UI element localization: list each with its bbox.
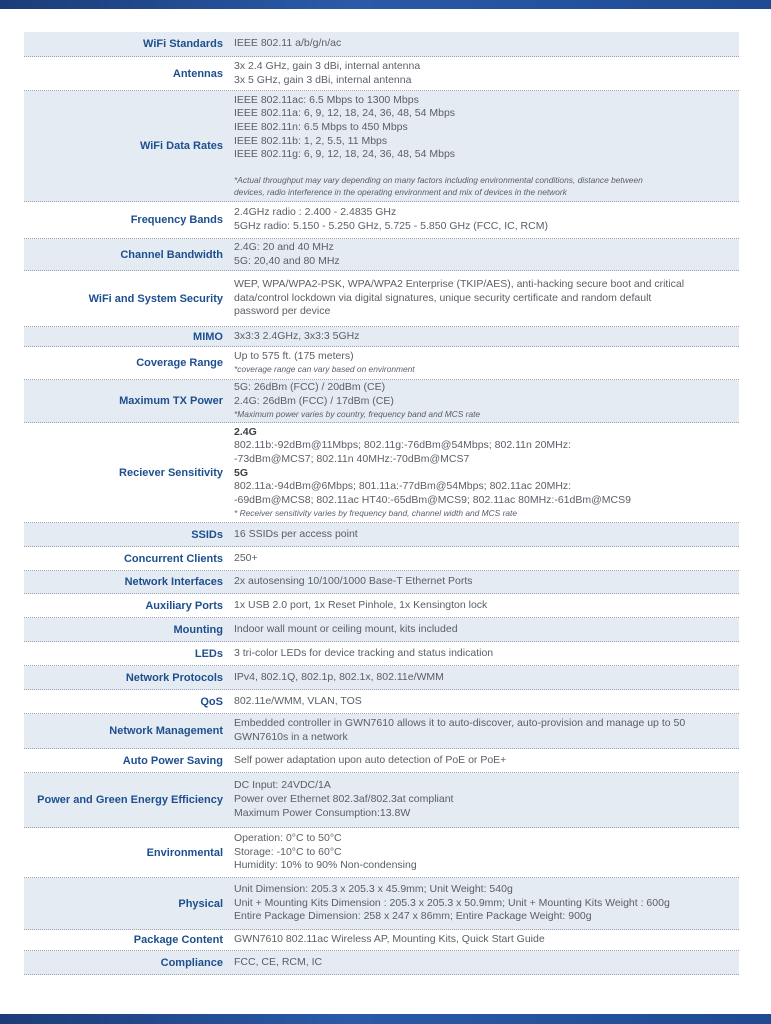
spec-row-maximum-tx-power — [24, 380, 739, 423]
spec-row-coverage-range — [24, 347, 739, 380]
spec-value-line: IEEE 802.11ac: 6.5 Mbps to 1300 Mbps — [234, 93, 419, 106]
spec-value — [231, 552, 739, 566]
spec-footnote: *coverage range can vary based on environment — [234, 364, 415, 374]
spec-value-line: -73dBm@MCS7; 802.11n 40MHz:-70dBm@MCS7 — [234, 452, 470, 465]
spec-spacer — [234, 162, 739, 175]
spec-row-concurrent-clients — [24, 547, 739, 571]
spec-label: Environmental — [146, 846, 223, 859]
spec-value-line: Operation: 0°C to 50°C — [234, 831, 342, 844]
spec-row-power-and-green-energy-efficiency — [24, 773, 739, 828]
spec-row-channel-bandwidth — [24, 239, 739, 271]
spec-row-mounting — [24, 618, 739, 642]
spec-label: Antennas — [172, 67, 223, 80]
spec-value — [231, 381, 739, 420]
spec-label: Channel Bandwidth — [120, 248, 223, 261]
spec-value — [231, 695, 739, 709]
spec-value-line: GWN7610 802.11ac Wireless AP, Mounting Kits, Quick Start Guide — [234, 933, 545, 946]
spec-value-line: IEEE 802.11a: 6, 9, 12, 18, 24, 36, 48, 54 Mbps — [234, 107, 456, 120]
spec-value-line: 16 SSIDs per access point — [234, 527, 358, 540]
spec-value-line: Humidity: 10% to 90% Non-condensing — [234, 859, 417, 872]
spec-row-network-management — [24, 714, 739, 749]
spec-value-line: 802.11b:-92dBm@11Mbps; 802.11g:-76dBm@54Mbps; 802.11n 20MHz: — [234, 439, 571, 452]
spec-value-line: DC Input: 24VDC/1A — [234, 779, 331, 792]
spec-label: Network Management — [109, 725, 223, 737]
spec-value-line: 5GHz radio: 5.150 - 5.250 GHz, 5.725 - 5.850 GHz (FCC, IC, RCM) — [234, 220, 548, 232]
spec-footnote: *Actual throughput may vary depending on many factors including environmental conditions, distance between — [234, 175, 643, 186]
spec-row-reciever-sensitivity — [24, 423, 739, 523]
spec-label: Compliance — [160, 956, 223, 969]
spec-label: Auxiliary Ports — [145, 599, 223, 612]
spec-value — [231, 528, 739, 542]
spec-label: Mounting — [173, 623, 223, 636]
spec-label: Package Content — [133, 934, 223, 946]
spec-value-line: 3x3:3 2.4GHz, 3x3:3 5GHz — [234, 329, 360, 342]
spec-row-ssids — [24, 523, 739, 547]
spec-value — [231, 575, 739, 589]
spec-value-line: password per device — [234, 305, 331, 318]
spec-value-line: 2x autosensing 10/100/1000 Base-T Ethernet Ports — [234, 575, 473, 588]
spec-row-package-content — [24, 930, 739, 951]
spec-value — [231, 754, 739, 768]
spec-value-line: 3x 5 GHz, gain 3 dBi, internal antenna — [234, 73, 412, 86]
spec-label: WiFi Standards — [143, 38, 223, 50]
spec-value — [231, 956, 739, 970]
spec-label: Concurrent Clients — [123, 552, 223, 565]
header-band — [0, 0, 771, 9]
spec-value-line: 802.11a:-94dBm@6Mbps; 801.11a:-77dBm@54Mbps; 802.11ac 20MHz: — [234, 480, 572, 493]
spec-label: SSIDs — [191, 528, 223, 541]
spec-label: Frequency Bands — [130, 214, 223, 226]
spec-label: Auto Power Saving — [122, 754, 223, 767]
spec-value-line: IEEE 802.11n: 6.5 Mbps to 450 Mbps — [234, 120, 408, 133]
spec-value — [231, 330, 739, 344]
spec-value-line: Storage: -10°C to 60°C — [234, 845, 342, 858]
spec-label: Physical — [178, 897, 223, 910]
spec-value-line: 2.4G: 26dBm (FCC) / 17dBm (CE) — [234, 395, 394, 408]
spec-value-line: Self power adaptation upon auto detection of PoE or PoE+ — [234, 753, 507, 766]
spec-label: Reciever Sensitivity — [119, 466, 223, 479]
spec-row-environmental — [24, 828, 739, 878]
spec-label: Network Protocols — [125, 671, 223, 684]
spec-label: WiFi and System Security — [88, 292, 223, 305]
spec-subheading: 2.4G — [234, 425, 257, 438]
spec-value — [231, 623, 739, 637]
spec-label: WiFi Data Rates — [139, 140, 223, 152]
spec-value-line: 1x USB 2.0 port, 1x Reset Pinhole, 1x Kensington lock — [234, 598, 488, 611]
spec-footnote: * Receiver sensitivity varies by frequency band, channel width and MCS rate — [234, 507, 518, 518]
spec-row-antennas — [24, 57, 739, 91]
spec-value-line: IEEE 802.11g: 6, 9, 12, 18, 24, 36, 48, 54 Mbps — [234, 148, 456, 161]
spec-value-line: Unit Dimension: 205.3 x 205.3 x 45.9mm; Unit Weight: 540g — [234, 882, 513, 895]
spec-value-line: Up to 575 ft. (175 meters) — [234, 350, 354, 363]
spec-value-line: 3x 2.4 GHz, gain 3 dBi, internal antenna — [234, 59, 421, 72]
spec-row-qos — [24, 690, 739, 714]
spec-value — [231, 241, 739, 268]
spec-value-line: Unit + Mounting Kits Dimension : 205.3 x 205.3 x 50.9mm; Unit + Mounting Kits Weight : 600g — [234, 896, 670, 909]
spec-label: Network Interfaces — [124, 576, 223, 588]
spec-value — [231, 94, 739, 199]
spec-row-physical — [24, 878, 739, 930]
spec-value — [231, 647, 739, 661]
spec-footnote: *Maximum power varies by country, frequency band and MCS rate — [234, 408, 481, 419]
spec-value-line: Maximum Power Consumption:13.8W — [234, 806, 411, 819]
spec-value-line: FCC, CE, RCM, IC — [234, 955, 323, 968]
spec-value-line: Entire Package Dimension: 258 x 247 x 86mm; Entire Package Weight: 900g — [234, 910, 592, 923]
spec-row-frequency-bands — [24, 202, 739, 239]
spec-value-line: 2.4G: 20 and 40 MHz — [234, 240, 334, 253]
spec-value-line: Power over Ethernet 802.3af/802.3at compliant — [234, 793, 454, 806]
spec-row-leds — [24, 642, 739, 666]
spec-value — [231, 599, 739, 613]
spec-value — [231, 717, 739, 744]
spec-row-mimo — [24, 327, 739, 347]
spec-value — [231, 60, 739, 87]
spec-value-line: WEP, WPA/WPA2-PSK, WPA/WPA2 Enterprise (TKIP/AES), anti-hacking secure boot and critical — [234, 277, 685, 290]
spec-value-line: 3 tri-color LEDs for device tracking and status indication — [234, 646, 494, 659]
spec-value-line: 2.4GHz radio : 2.400 - 2.4835 GHz — [234, 206, 397, 219]
spec-value — [231, 37, 739, 51]
spec-value-line: -69dBm@MCS8; 802.11ac HT40:-65dBm@MCS9; 802.11ac 80MHz:-61dBm@MCS9 — [234, 494, 631, 507]
spec-value-line: Embedded controller in GWN7610 allows it to auto-discover, auto-provision and manage up to 50 — [234, 717, 686, 730]
spec-value — [231, 671, 739, 685]
spec-value — [231, 278, 739, 319]
spec-value-line: 5G: 20,40 and 80 MHz — [234, 254, 340, 267]
spec-label: QoS — [200, 695, 223, 708]
spec-row-compliance — [24, 951, 739, 975]
spec-label: MIMO — [193, 330, 223, 343]
spec-label: Maximum TX Power — [119, 395, 223, 407]
spec-label: Coverage Range — [136, 357, 223, 369]
spec-value-line: IEEE 802.11b: 1, 2, 5.5, 11 Mbps — [234, 134, 388, 147]
spec-label: LEDs — [194, 647, 223, 660]
spec-value-line: IEEE 802.11 a/b/g/n/ac — [234, 37, 342, 50]
spec-value-line: GWN7610s in a network — [234, 731, 348, 743]
spec-value-line: 250+ — [234, 551, 258, 564]
spec-value-line: Indoor wall mount or ceiling mount, kits included — [234, 622, 458, 635]
spec-value-line: 5G: 26dBm (FCC) / 20dBm (CE) — [234, 381, 386, 394]
spec-value — [231, 350, 739, 375]
spec-value-line: 802.11e/WMM, VLAN, TOS — [234, 694, 362, 707]
spec-label: Power and Green Energy Efficiency — [37, 794, 223, 806]
spec-footnote: devices, radio interference in the operating environment and mix of devices in the network — [234, 186, 567, 197]
spec-value — [231, 206, 739, 233]
spec-value-line: data/control lockdown via digital signatures, unique security certificate and random default — [234, 291, 652, 304]
specification-table — [24, 32, 739, 975]
spec-value — [231, 779, 739, 820]
spec-value — [231, 832, 739, 873]
spec-row-wifi-data-rates — [24, 91, 739, 202]
spec-subheading: 5G — [234, 466, 249, 479]
spec-row-auto-power-saving — [24, 749, 739, 773]
spec-value — [231, 426, 739, 520]
footer-band — [0, 1014, 771, 1024]
spec-value — [231, 883, 739, 924]
spec-value-line: IPv4, 802.1Q, 802.1p, 802.1x, 802.11e/WMM — [234, 670, 444, 683]
spec-value — [231, 933, 739, 947]
spec-row-wifi-standards — [24, 32, 739, 57]
spec-row-network-protocols — [24, 666, 739, 690]
spec-row-auxiliary-ports — [24, 594, 739, 618]
spec-row-network-interfaces — [24, 571, 739, 594]
spec-row-wifi-and-system-security — [24, 271, 739, 327]
